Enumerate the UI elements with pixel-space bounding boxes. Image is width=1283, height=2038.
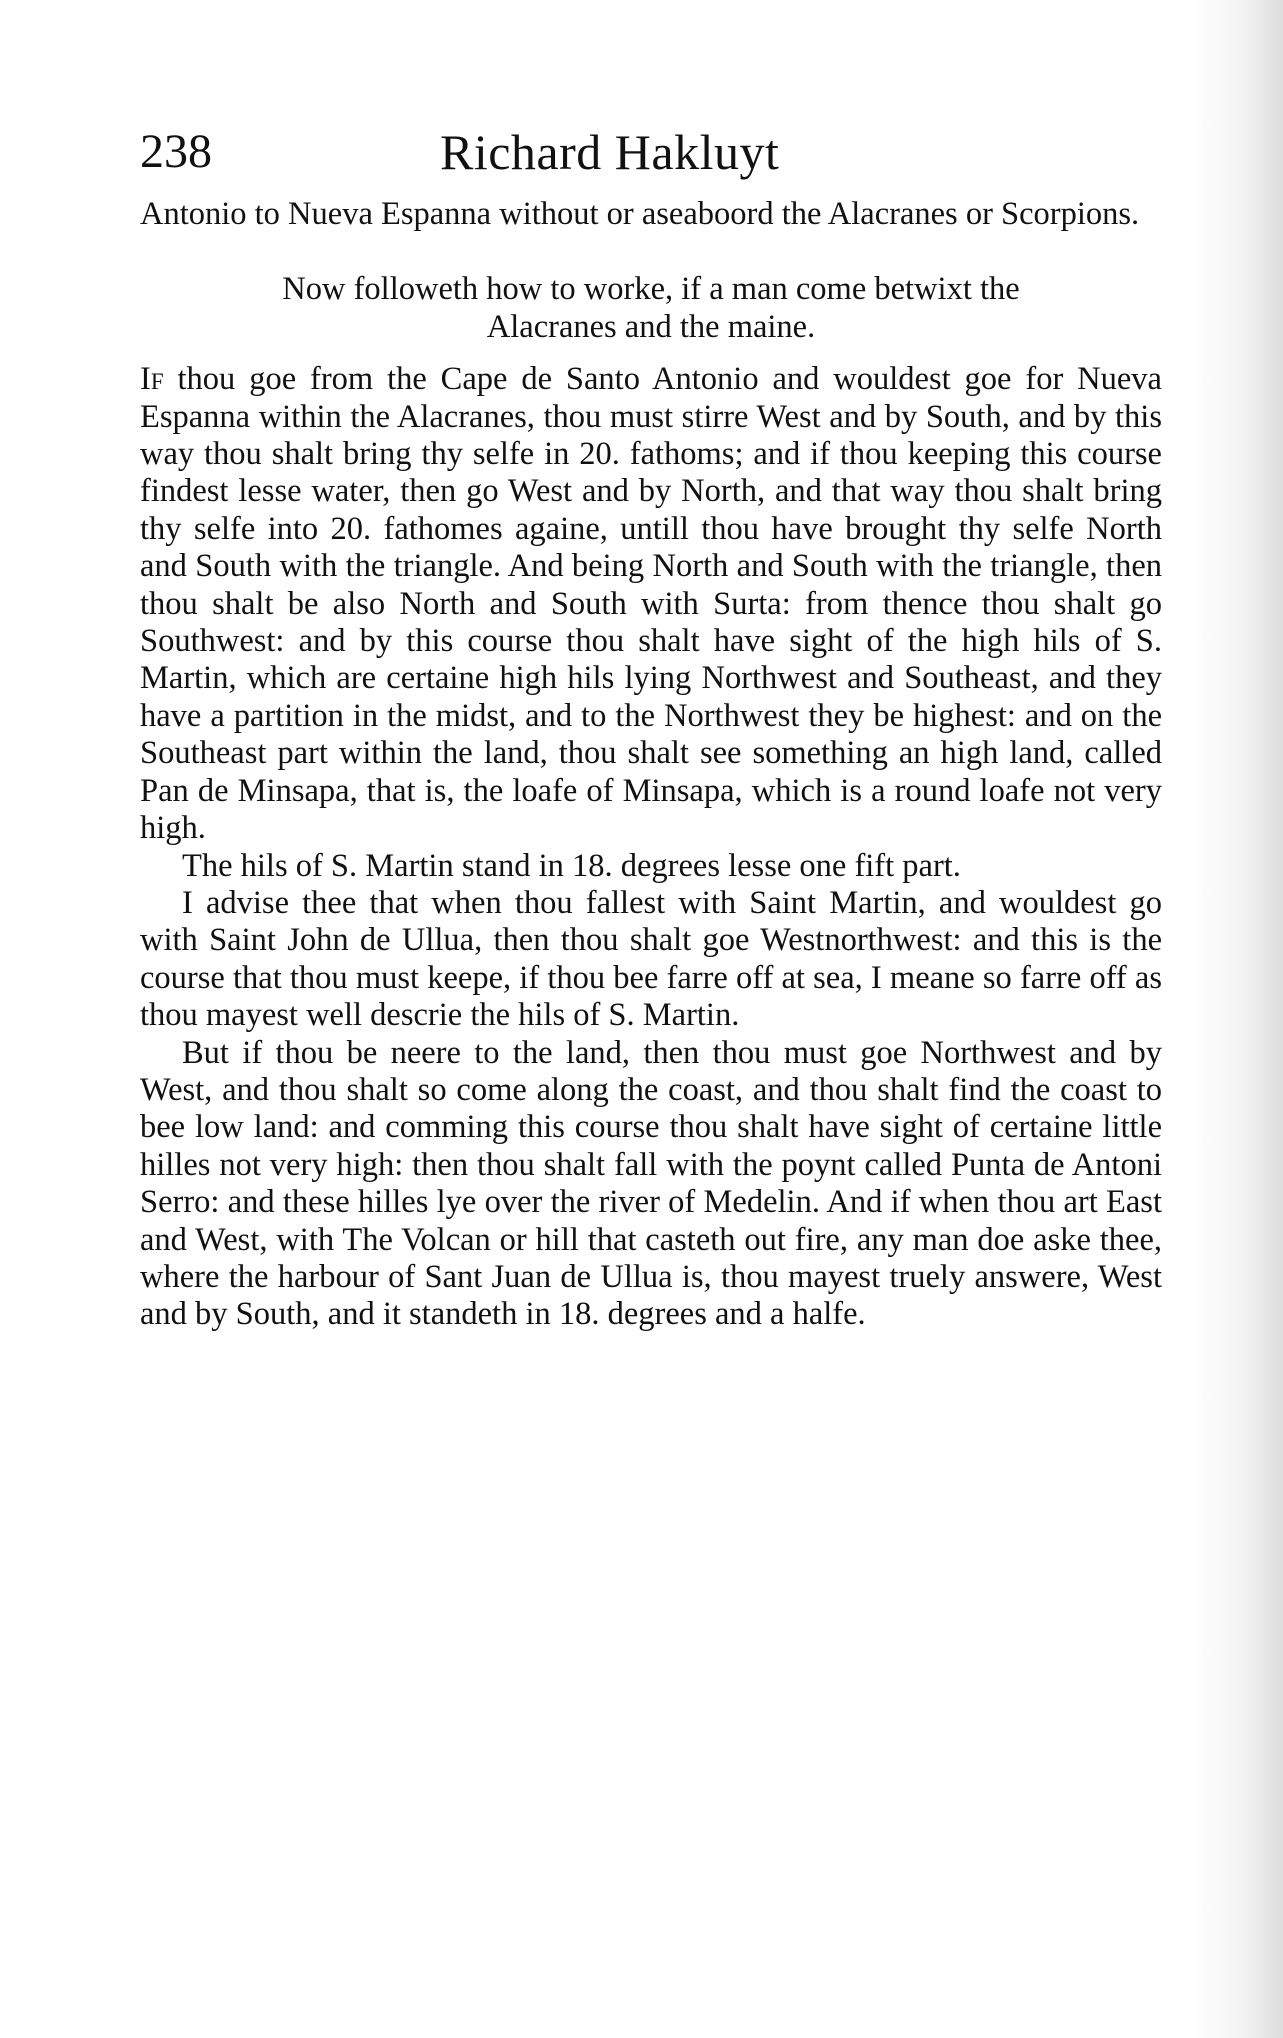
continuation-paragraph: Antonio to Nueva Espanna without or aseaboord the Alacranes or Scorpions. [140, 196, 1140, 232]
running-head-title: Richard Hakluyt [440, 124, 780, 180]
body-text [140, 196, 1162, 1334]
section-heading [140, 271, 1162, 346]
paragraph-4: But if thou be neere to the land, then thou must goe Northwest and by West, and thou shalt so come along the coast, and thou shalt find the coast to bee low land: and comming this course thou shalt have sight of certaine little hilles not very high: then thou shalt fall with the poynt called Punta de Antoni Serro: and these hilles lye over the river of Medelin. And if when thou art East and West, with The Volcan or hill that casteth out fire, any man doe aske thee, where the harbour of Sant Juan de Ullua is, thou mayest truely answere, West and by South, and it standeth in 18. degrees and a halfe. [140, 1034, 1162, 1333]
paragraph-1-first-word: If [140, 361, 164, 398]
paragraph-3: I advise thee that when thou fallest with Saint Martin, and wouldest go with Saint John de Ullua, then thou shalt goe Westnorthwest: and this is the course that thou must keepe, if thou bee farre off at sea, I meane so farre off as thou mayest well descrie the hils of S. Martin. [140, 884, 1162, 1034]
paragraph-1-text: thou goe from the Cape de Santo Antonio and wouldest goe for Nueva Espanna within the Alacranes, thou must stirre West and by South, and by this way thou shalt bring thy selfe in 20. fathoms; and if thou keeping this course findest lesse water, then go West and by North, and that way thou shalt bring thy selfe into 20. fathomes againe, untill thou have brought thy selfe North and South with the triangle. And being North and South with the triangle, then thou shalt be also North and South with Surta: from thence thou shalt go Southwest: and by this course thou shalt have sight of the high hils of S. Martin, which are certaine high hils lying Northwest and Southeast, and they have a partition in the midst, and to the Northwest they be highest: and on the Southeast part within the land, thou shalt see something an high land, called Pan de Minsapa, that is, the loafe of Minsapa, which is a round loafe not very high. [140, 361, 1162, 847]
paragraph-2: The hils of S. Martin stand in 18. degrees lesse one fift part. [182, 847, 961, 884]
paragraph-1 [140, 361, 1162, 847]
section-heading-line-1: Now followeth how to worke, if a man come betwixt the [282, 271, 1020, 308]
section-heading-line-2: Alacranes and the maine. [486, 308, 816, 345]
running-head [140, 122, 860, 192]
page-number: 238 [140, 125, 212, 178]
